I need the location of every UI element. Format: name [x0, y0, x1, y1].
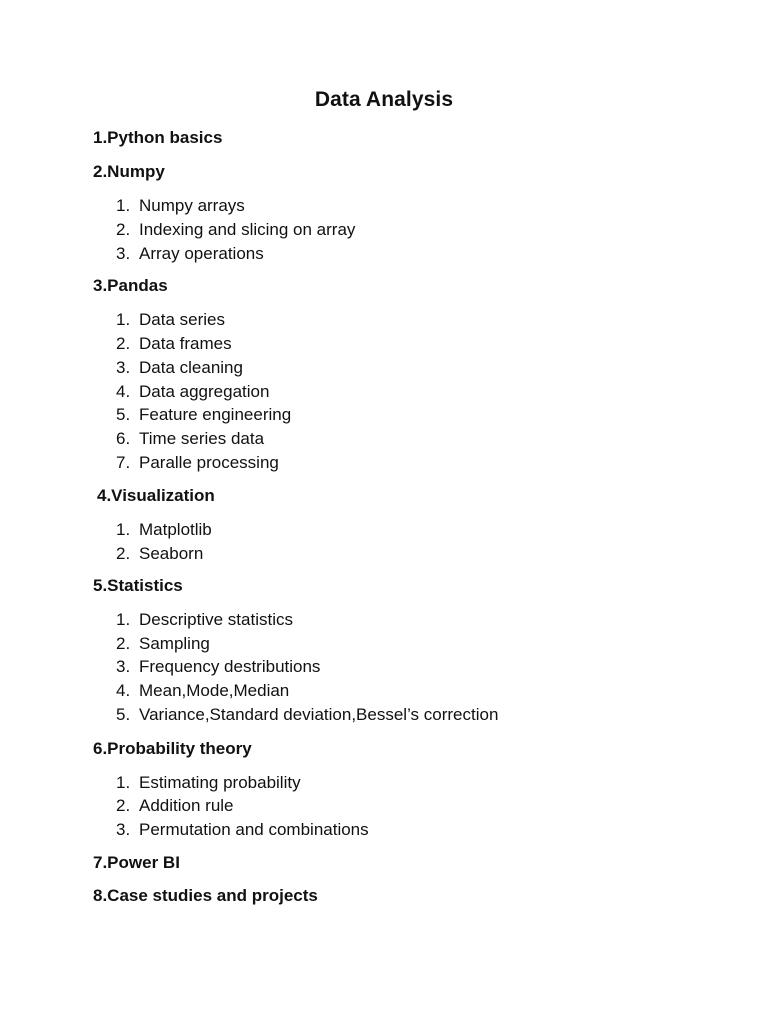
list-item-text: Feature engineering [139, 405, 292, 424]
list-item [116, 220, 355, 240]
list-item-text: Permutation and combinations [139, 820, 369, 839]
list-number: 1. [116, 773, 131, 792]
section-heading-probability-theory: 6.Probability theory [93, 739, 252, 758]
list-item-text: Time series data [139, 429, 265, 448]
list-item [116, 405, 291, 425]
list-item-text: Matplotlib [139, 520, 212, 539]
list-number: 2. [116, 220, 131, 239]
section-heading-visualization: 4.Visualization [97, 486, 215, 505]
list-item [116, 358, 243, 378]
list-number: 2. [116, 634, 131, 653]
list-item [116, 705, 498, 725]
list-item-text: Addition rule [139, 796, 234, 815]
document-title: Data Analysis [314, 88, 454, 111]
section-heading-numpy: 2.Numpy [93, 162, 165, 181]
list-item-text: Indexing and slicing on array [139, 220, 356, 239]
list-item-text: Array operations [139, 244, 264, 263]
list-item-text: Frequency destributions [139, 657, 321, 676]
list-item-text: Data aggregation [139, 382, 270, 401]
list-number: 4. [116, 681, 131, 700]
list-number: 1. [116, 196, 131, 215]
list-number: 1. [116, 520, 131, 539]
list-item [116, 610, 293, 630]
section-heading-statistics: 5.Statistics [93, 576, 183, 595]
list-item [116, 681, 289, 701]
list-item [116, 334, 232, 354]
list-item [116, 657, 320, 677]
section-heading-python-basics: 1.Python basics [93, 128, 223, 147]
list-item-text: Data cleaning [139, 358, 243, 377]
list-item [116, 634, 210, 654]
list-item-text: Numpy arrays [139, 196, 245, 215]
list-item [116, 310, 225, 330]
list-number: 2. [116, 334, 131, 353]
list-number: 1. [116, 610, 131, 629]
list-number: 7. [116, 453, 131, 472]
list-number: 3. [116, 358, 131, 377]
list-item [116, 796, 234, 816]
list-item [116, 773, 301, 793]
list-item-text: Data series [139, 310, 225, 329]
list-number: 6. [116, 429, 131, 448]
list-item [116, 544, 203, 564]
list-item-text: Paralle processing [139, 453, 279, 472]
list-item-text: Sampling [139, 634, 210, 653]
list-number: 3. [116, 657, 131, 676]
list-number: 2. [116, 796, 131, 815]
list-item [116, 196, 245, 216]
list-number: 1. [116, 310, 131, 329]
list-item-text: Variance,Standard deviation,Bessel’s correction [139, 705, 499, 724]
list-number: 3. [116, 820, 131, 839]
list-item [116, 382, 269, 402]
list-number: 5. [116, 405, 131, 424]
section-heading-pandas: 3.Pandas [93, 276, 168, 295]
section-heading-power-bi: 7.Power BI [93, 853, 180, 872]
list-item [116, 429, 264, 449]
section-heading-case-studies: 8.Case studies and projects [93, 886, 318, 905]
list-number: 3. [116, 244, 131, 263]
list-item-text: Descriptive statistics [139, 610, 293, 629]
list-number: 5. [116, 705, 131, 724]
list-item-text: Mean,Mode,Median [139, 681, 290, 700]
list-number: 2. [116, 544, 131, 563]
list-item [116, 453, 279, 473]
list-item-text: Data frames [139, 334, 232, 353]
list-number: 4. [116, 382, 131, 401]
list-item [116, 244, 264, 264]
list-item [116, 520, 212, 540]
list-item [116, 820, 369, 840]
list-item-text: Seaborn [139, 544, 204, 563]
list-item-text: Estimating probability [139, 773, 301, 792]
